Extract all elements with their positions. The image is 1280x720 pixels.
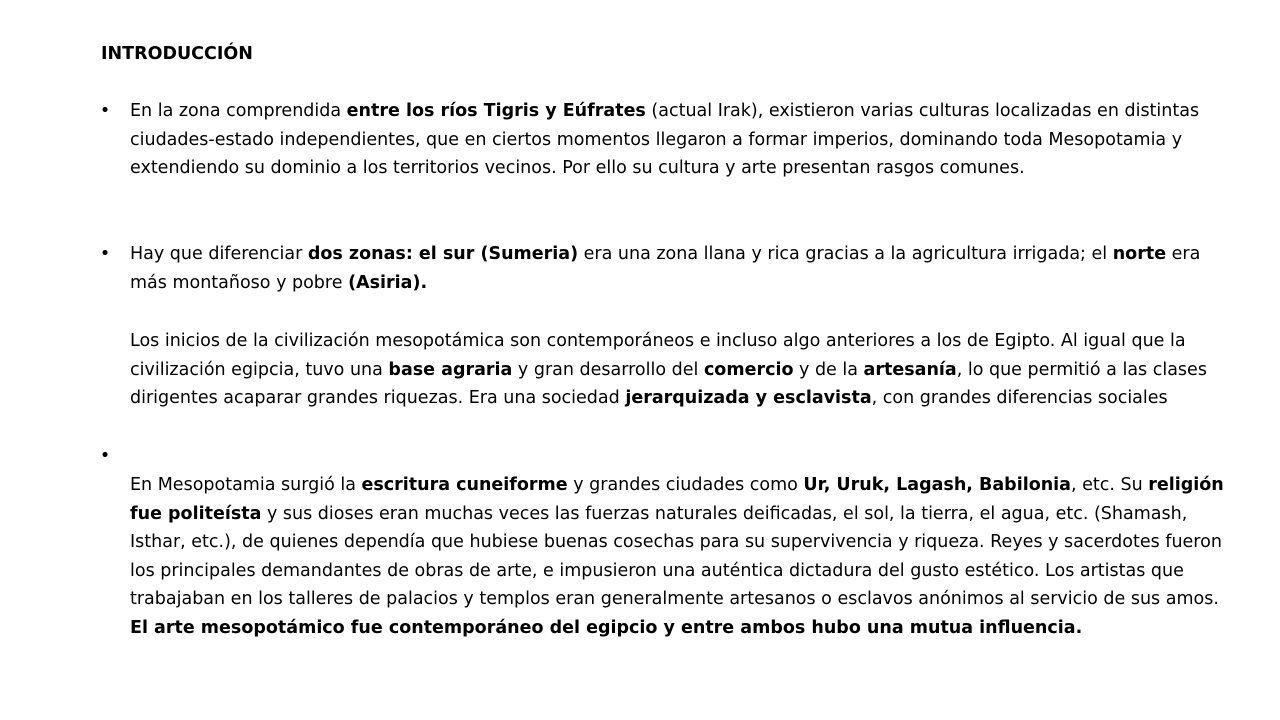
bold-text-run: escritura cuneiforme [361,475,568,495]
text-run: era más montañoso y pobre [130,244,1201,293]
text-run: (actual Irak), existieron varias culturas localizadas en distintas ciudades-estado independientes, que en ciertos momentos llegaron a formar imperios, dominando toda Mesopotamia y extendiendo su dominio a los territorios vecinos. Por ello su cultura y arte presentan rasgos comunes. [130,101,1200,178]
bold-text-run: dos zonas: el sur (Sumeria) [307,244,579,264]
paragraph-inicios-civilizacion [130,327,1242,413]
bullet-marker: • [99,446,111,466]
bold-text-run: norte [1112,244,1167,264]
paragraph-dos-zonas [130,240,1242,297]
text-run: En la zona comprendida [130,101,347,121]
text-run: En Mesopotamia surgió la [130,475,362,495]
bold-text-run: religión fue politeísta [130,475,1224,524]
text-run: , con grandes diferencias sociales [871,388,1168,408]
text-run: , lo que permitió a las clases dirigentes acaparar grandes riquezas. Era una sociedad [130,359,1207,408]
bold-text-run: Ur, Uruk, Lagash, Babilonia [803,475,1071,495]
bold-text-run: entre los ríos Tigris y Eúfrates [346,101,646,121]
bullet-marker: • [99,101,111,121]
text-run: Hay que diferenciar [130,244,308,264]
bold-text-run: base agraria [388,359,513,380]
bold-text-run: El arte mesopotámico fue contemporáneo del egipcio y entre ambos hubo una mutua influencia. [130,617,1083,638]
paragraph-zona-tigris-eufrates [130,97,1242,183]
text-run: , etc. Su [1070,475,1149,495]
slide-title: INTRODUCCIÓN [101,44,253,64]
text-run: y sus dioses eran muchas veces las fuerzas naturales deificadas, el sol, la tierra, el agua, etc. (Shamash, Isthar, etc.), de quienes dependía que hubiese buenas cosechas para su supervivencia y riqueza. Reyes y sacerdotes fueron los principales demandantes de obras de arte, e impusieron una auténtica dictadura del gusto estético. Los artistas que trabajaban en los talleres de palacios y templos eran generalmente artesanos o esclavos anónimos al servicio de sus amos. [130,503,1222,609]
bold-text-run: comercio [703,359,794,380]
bold-text-run: artesanía [863,359,957,380]
paragraph-escritura-religion [130,471,1242,642]
bold-text-run: jerarquizada y esclavista [625,388,872,408]
bold-text-run: (Asiria). [348,272,428,293]
text-run: y gran desarrollo del [512,359,704,380]
text-run: Los inicios de la civilización mesopotámica son contemporáneos e incluso algo anteriores a los de Egipto. Al igual que la civilización egipcia, tuvo una [130,331,1186,380]
text-run: y de la [793,359,864,380]
text-run: era una zona llana y rica gracias a la agricultura irrigada; el [578,244,1113,264]
bullet-marker: • [99,244,111,264]
text-run: y grandes ciudades como [567,475,804,495]
